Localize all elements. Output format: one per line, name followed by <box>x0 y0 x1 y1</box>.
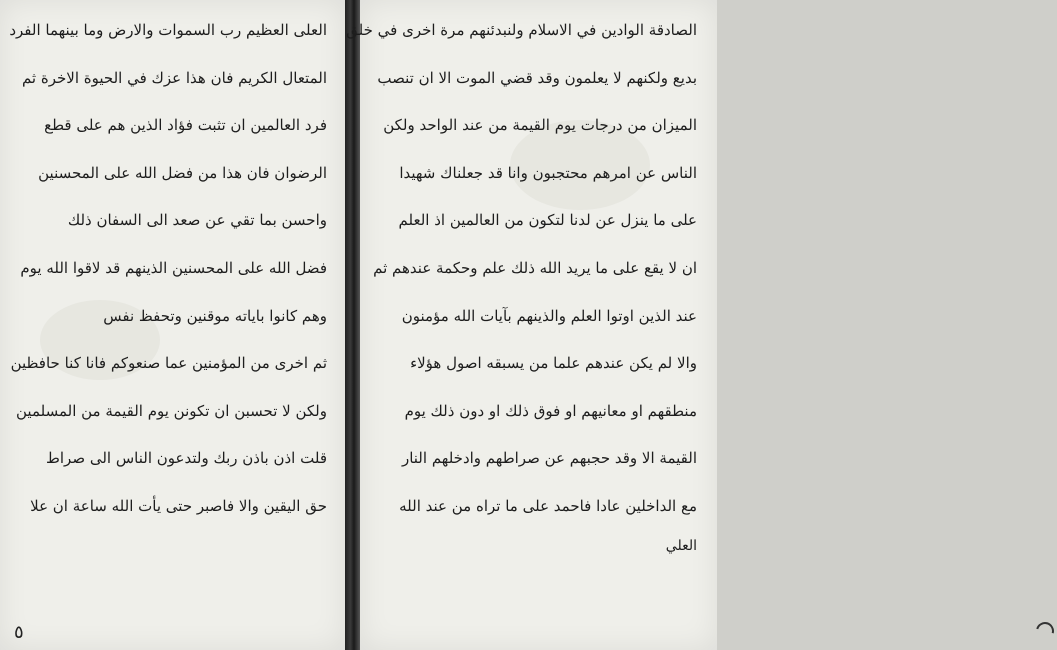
left-line-7: وهم كانوا باياته موقنين وتحفظ نفس <box>103 306 327 325</box>
right-line-11: مع الداخلين عادا فاحمد على ما تراه من عند الله <box>399 496 697 515</box>
folio-number: ٥ <box>14 622 24 643</box>
right-page <box>346 0 717 650</box>
left-line-10: قلت اذن باذن ربك ولتدعون الناس الى صراط <box>46 449 327 468</box>
left-line-9: ولكن لا تحسبن ان تكونن يوم القيمة من المسلمين <box>16 401 327 420</box>
book-gutter <box>345 0 360 650</box>
right-line-7: عند الذين اوتوا العلم والذينهم بآيات الله مؤمنون <box>401 306 697 325</box>
left-line-6: فضل الله على المحسنين الذينهم قد لاقوا الله يوم <box>20 258 327 277</box>
right-line-5: على ما ينزل عن لدنا لتكون من العالمين اذ العلم <box>398 211 697 230</box>
left-line-3: فرد العالمين ان تثبت فؤاد الذين هم على قطع <box>44 116 327 135</box>
left-line-2: المتعال الكريم فان هذا عزك في الحيوة الاخرة ثم <box>21 68 327 87</box>
left-line-5: واحسن بما تقي عن صعد الى السفان ذلك <box>67 211 327 230</box>
left-line-1: العلی العظيم رب السموات والارض وما بينهما الفرد <box>9 21 327 39</box>
right-line-2: بديع ولكنهم لا يعلمون وقد قضي الموت الا ان تنصب <box>377 68 697 87</box>
right-line-9: منطقهم او معانيهم او فوق ذلك او دون ذلك يوم <box>404 401 697 420</box>
left-line-8: ثم اخرى من المؤمنين عما صنعوكم فانا كنا حافظين <box>10 354 327 373</box>
right-line-8: والا لم يكن عندهم علما من يسبقه اصول هؤلاء <box>410 354 697 373</box>
right-line-3: الميزان من درجات يوم القيمة من عند الواحد ولكن <box>383 116 697 135</box>
right-page-text <box>346 10 697 558</box>
right-trailing-word: العلي <box>665 537 697 554</box>
right-line-10: القيمة الا وقد حجبهم عن صراطهم وادخلهم النار <box>401 449 697 468</box>
right-line-6: ان لا يقع على ما يريد الله ذلك علم وحكمة عندهم ثم <box>373 258 697 277</box>
right-line-1: الصادقة الوادين في الاسلام ولنبدئنهم مرة اخرى في خلق <box>346 21 697 39</box>
catchword-mark-icon <box>1033 619 1057 644</box>
right-line-4: الناس عن امرهم محتجبون وانا قد جعلناك شهيدا <box>399 163 697 182</box>
left-page <box>0 0 345 650</box>
left-line-11: حق اليقين والا فاصبر حتى يأت الله ساعة ان علا <box>30 496 327 515</box>
left-page-text <box>9 10 327 534</box>
left-line-4: الرضوان فان هذا من فضل الله على المحسنين <box>38 163 327 182</box>
